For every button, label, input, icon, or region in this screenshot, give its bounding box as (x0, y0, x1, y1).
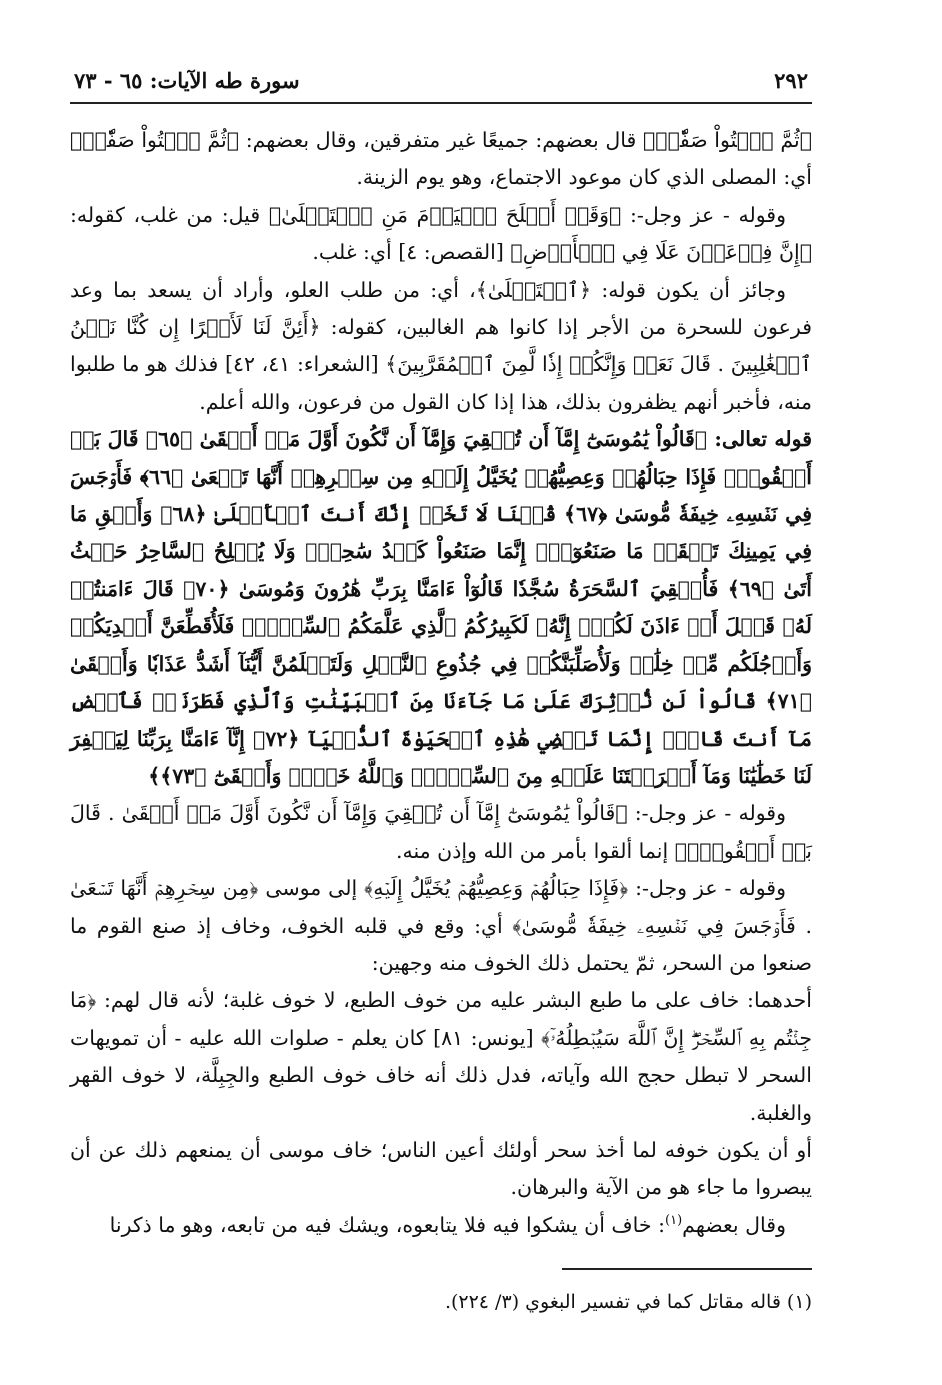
paragraph: وجائز أن يكون قوله: ﴿ٱسۡتَعۡلَىٰ﴾، أي: من طلب العلو، وأراد أن يسعد بما وعد فرعون للسحرة من الأجر إذا كانوا هم الغالبين، كقوله: ﴿أَئِنَّ لَنَا لَأَجۡرًا إِن كُنَّا نَحۡنُ ٱلۡغَٰلِبِينَ . قَالَ نَعَمۡ وَإِنَّكُمۡ إِذٗا لَّمِنَ ٱلۡمُقَرَّبِينَ﴾ [الشعراء: ٤١، ٤٢] فذلك هو ما طلبوا منه، فأخبر أنهم يظفرون بذلك، هذا إذا كان القول من فرعون، والله أعلم. (70, 277, 812, 414)
paragraph: ﴿ثُمَّ ٱئۡتُواْ صَفّٗاۚ﴾ قال بعضهم: جميعًا غير متفرقين، وقال بعضهم: ﴿ثُمَّ ٱئۡتُواْ صَفّٗاۚ﴾ أي: المصلى الذي كان موعود الاجتماع، وهو يوم الزينة. (70, 128, 812, 190)
paragraph: وقوله - عز وجل-: ﴿قَالُواْ يَٰمُوسَىٰٓ إِمَّآ أَن تُلۡقِيَ وَإِمَّآ أَن نَّكُونَ أَوَّلَ مَنۡ أَلۡقَىٰ . قَالَ بَلۡ أَلۡقُواْۖ﴾ إنما ألقوا بأمر من الله وإذن منه. (70, 801, 812, 863)
footnote-separator (562, 1268, 812, 1270)
page-body (70, 122, 812, 1244)
paragraph: أحدهما: خاف على ما طبع البشر عليه من خوف الطبع، لا خوف غلبة؛ لأنه قال لهم: ﴿مَا جِئۡتُم بِهِ ٱلسِّحۡرُۖ إِنَّ ٱللَّهَ سَيُبۡطِلُهُۥٓ﴾ [يونس: ٨١] كان يعلم - صلوات الله عليه - أن تمويهات السحر لا تبطل حجج الله وآياته، فدل ذلك أنه خاف خوف الطبع والجِبِلَّة، لا خوف القهر والغلبة. (70, 988, 813, 1125)
footnote-ref[interactable]: (١) (665, 1212, 683, 1228)
page-header (70, 62, 812, 104)
page-number: ٢٩٢ (774, 68, 808, 93)
verses-text: ﴿قَالُواْ يَٰمُوسَىٰٓ إِمَّآ أَن تُلۡقِيَ وَإِمَّآ أَن نَّكُونَ أَوَّلَ مَنۡ أَلۡقَىٰ ﴿٦٥﴾ قَالَ بَلۡ أَلۡقُواْۖ فَإِذَا حِبَالُهُمۡ وَعِصِيُّهُمۡ يُخَيَّلُ إِلَيۡهِ مِن سِحۡرِهِمۡ أَنَّهَا تَسۡعَىٰ ﴿٦٦﴾ فَأَوۡجَسَ فِي نَفۡسِهِۦ خِيفَةٗ مُّوسَىٰ ﴿٦٧﴾ قُلۡنَا لَا تَخَفۡ إِنَّكَ أَنتَ ٱلۡأَعۡلَىٰ ﴿٦٨﴾ وَأَلۡقِ مَا فِي يَمِينِكَ تَلۡقَفۡ مَا صَنَعُوٓاْۖ إِنَّمَا صَنَعُواْ كَيۡدُ سَٰحِرٖۖ وَلَا يُفۡلِحُ ٱلسَّاحِرُ حَيۡثُ أَتَىٰ ﴿٦٩﴾ فَأُلۡقِيَ ٱلسَّحَرَةُ سُجَّدٗا قَالُوٓاْ ءَامَنَّا بِرَبِّ هَٰرُونَ وَمُوسَىٰ ﴿٧٠﴾ قَالَ ءَامَنتُمۡ لَهُۥ قَبۡلَ أَنۡ ءَاذَنَ لَكُمۡۖ إِنَّهُۥ لَكَبِيرُكُمُ ٱلَّذِي عَلَّمَكُمُ ٱلسِّحۡرَۖ فَلَأُقَطِّعَنَّ أَيۡدِيَكُمۡ وَأَرۡجُلَكُم مِّنۡ خِلَٰفٖ وَلَأُصَلِّبَنَّكُمۡ فِي جُذُوعِ ٱلنَّخۡلِ وَلَتَعۡلَمُنَّ أَيُّنَآ أَشَدُّ عَذَابٗا وَأَبۡقَىٰ ﴿٧١﴾ قَالُواْ لَن نُّؤۡثِرَكَ عَلَىٰ مَا جَآءَنَا مِنَ ٱلۡبَيِّنَٰتِ وَٱلَّذِي فَطَرَنَاۖ فَٱقۡضِ مَآ أَنتَ قَاضٍۖ إِنَّمَا تَقۡضِي هَٰذِهِ ٱلۡحَيَوٰةَ ٱلدُّنۡيَآ ﴿٧٢﴾ إِنَّآ ءَامَنَّا بِرَبِّنَا لِيَغۡفِرَ لَنَا خَطَٰيَٰنَا وَمَآ أَكۡرَهۡتَنَا عَلَيۡهِ مِنَ ٱلسِّحۡرِۗ وَٱللَّهُ خَيۡرٞ وَأَبۡقَىٰٓ ﴿٧٣﴾﴾ (70, 427, 813, 788)
paragraph: وقوله - عز وجل-: ﴿وَقَدۡ أَفۡلَحَ ٱلۡيَوۡمَ مَنِ ٱسۡتَعۡلَىٰ﴾ قيل: من غلب، كقوله: ﴿إِنَّ فِرۡعَوۡنَ عَلَا فِي ٱلۡأَرۡضِ﴾ [القصص: ٤] أي: غلب. (70, 202, 812, 265)
surah-title: سورة طه الآيات: ٦٥ - ٧٣ (74, 68, 300, 93)
paragraph (70, 1207, 812, 1244)
footnote: (١) قاله مقاتل كما في تفسير البغوي (٣/ ٢٢٤). (444, 1291, 812, 1313)
paragraph: أو أن يكون خوفه لما أخذ سحر أولئك أعين الناس؛ خاف موسى أن يمنعهم ذلك عن أن يبصروا ما جاء هو من الآية والبرهان. (70, 1137, 812, 1200)
paragraph-text: وقال بعضهم (682, 1212, 786, 1237)
paragraph: وقوله - عز وجل-: ﴿فَإِذَا حِبَالُهُمۡ وَعِصِيُّهُمۡ يُخَيَّلُ إِلَيۡهِ﴾ إلى موسى ﴿مِن سِحۡرِهِمۡ أَنَّهَا تَسۡعَىٰ . فَأَوۡجَسَ فِي نَفۡسِهِۦ خِيفَةٗ مُّوسَىٰ﴾ أي: وقع في قلبه الخوف، وخاف إذ صنع القوم ما صنعوا من السحر، ثمّ يحتمل ذلك الخوف منه وجهين: (70, 876, 812, 975)
verses-heading: قوله تعالى: (714, 427, 812, 452)
paragraph-text: : خاف أن يشكوا فيه فلا يتابعوه، ويشك فيه من تابعه، وهو ما ذكرنا (109, 1212, 666, 1237)
quran-verses-block (70, 421, 812, 795)
